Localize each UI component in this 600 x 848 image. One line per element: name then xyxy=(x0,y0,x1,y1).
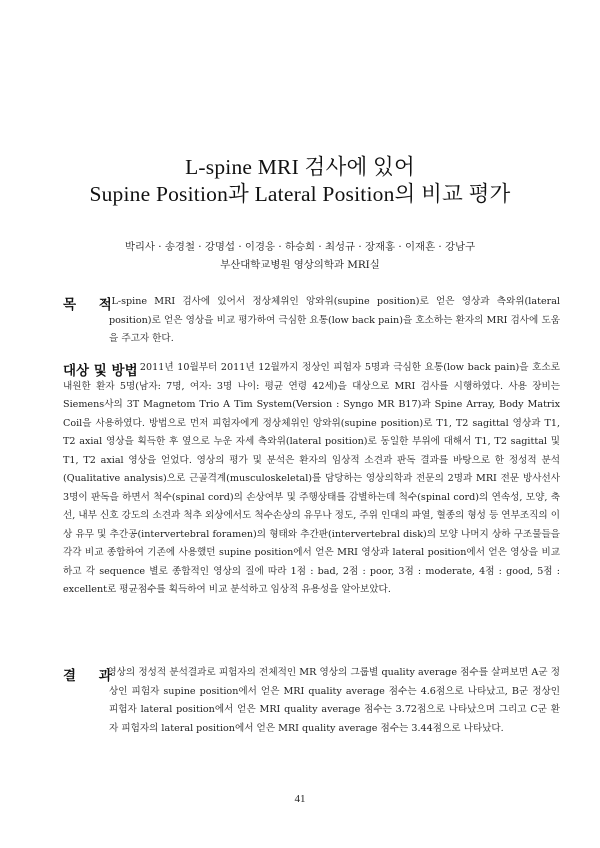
author-list: 박리사 · 송경철 · 강명섭 · 이경응 · 하승희 · 최성규 · 장재홍 · 이재흔 · 강남구 xyxy=(124,241,476,253)
section-methods xyxy=(63,359,560,600)
section-purpose-label: 목 적 xyxy=(63,297,121,313)
section-methods-label: 대상 및 방법 xyxy=(63,363,138,379)
section-results-label: 결 과 xyxy=(63,668,121,684)
affiliation: 부산대학교병원 영상의학과 MRI실 xyxy=(220,259,380,271)
section-purpose-text: : L-spine MRI 검사에 있어서 정상체위인 앙와위(supine position)로 얻은 영상과 측와위(lateral position)로 얻은 영상을 비교 평가하여 극심한 요통(low back pain)을 호소하는 환자의 MRI 검사에 도움을 주고자 한다. xyxy=(101,296,560,344)
section-results xyxy=(63,664,560,738)
section-results-text: : 영상의 정성적 분석결과로 피험자의 전체적인 MR 영상의 그룹별 quality average 점수를 살펴보면 A군 정상인 피험자 supine position에서 얻은 MRI quality average 점수는 4.6점으로 나타났고, B군 정상인 피험자 lateral position에서 얻은 MRI quality average 점수는 3.72점으로 나타났으며 그리고 C군 환자 피험자의 lateral position에서 얻은 MRI quality average 점수는 3.44점으로 나타났다. xyxy=(101,667,560,734)
title-line-1: L-spine MRI 검사에 있어 xyxy=(185,155,415,179)
title-line-2: Supine Position과 Lateral Position의 비교 평가 xyxy=(89,182,511,206)
page-number: 41 xyxy=(294,793,306,805)
section-methods-text: : 2011년 10월부터 2011년 12월까지 정상인 피험자 5명과 극심한 요통(low back pain)을 호소로 내원한 환자 5명(남자: 7명, 여자: 3명 나이: 평균 연령 42세)을 대상으로 MRI 검사를 시행하였다. 사용 장비는 Siemens사의 3T Magnetom Trio A Tim System(Version : Syngo MR B17)과 Spine Array, Body Matrix Coil을 사용하였다. 방법으로 먼저 피험자에게 정상체위인 앙와위(supine position)로 T1, T2 sagittal 영상과 T1, T2 axial 영상을 획득한 후 옆으로 누운 자세 측와위(lateral position)로 동일한 부위에 대해서 T1, T2 sagittal 및 T1, T2 axial 영상을 얻었다. 영상의 평가 및 분석은 환자의 임상적 소견과 판독 결과를 바탕으로 한 정성적 분석(Qualitative analysis)으로 근골격계(musculoskeletal)를 담당하는 영상의학과 전문의 2명과 MRI 전문 방사선사 3명이 판독을 하면서 척수(spinal cord)의 손상여부 및 주행상태를 감별하는데 척수(spinal cord)의 연속성, 모양, 축선, 내부 신호 강도의 소견과 척추 외상에서도 척수손상의 유무나 정도, 주위 인대의 파열, 혈종의 형성 등 연부조직의 이상 유무 및 추간공(intervertebral foramen)의 형태와 추간판(intervertebral disk)의 모양 나머지 상하 구조물들을 각각 비교 종합하여 기존에 사용했던 supine position에서 얻은 MRI 영상과 lateral position에서 얻은 영상을 비교하고 각 sequence 별로 종합적인 영상의 질에 따라 1점 : bad, 2점 : poor, 3점 : moderate, 4점 : good, 5점 : excellent로 평균점수를 획득하여 비교 분석하고 임상적 유용성을 알아보았다. xyxy=(63,362,560,595)
section-purpose xyxy=(63,293,560,349)
